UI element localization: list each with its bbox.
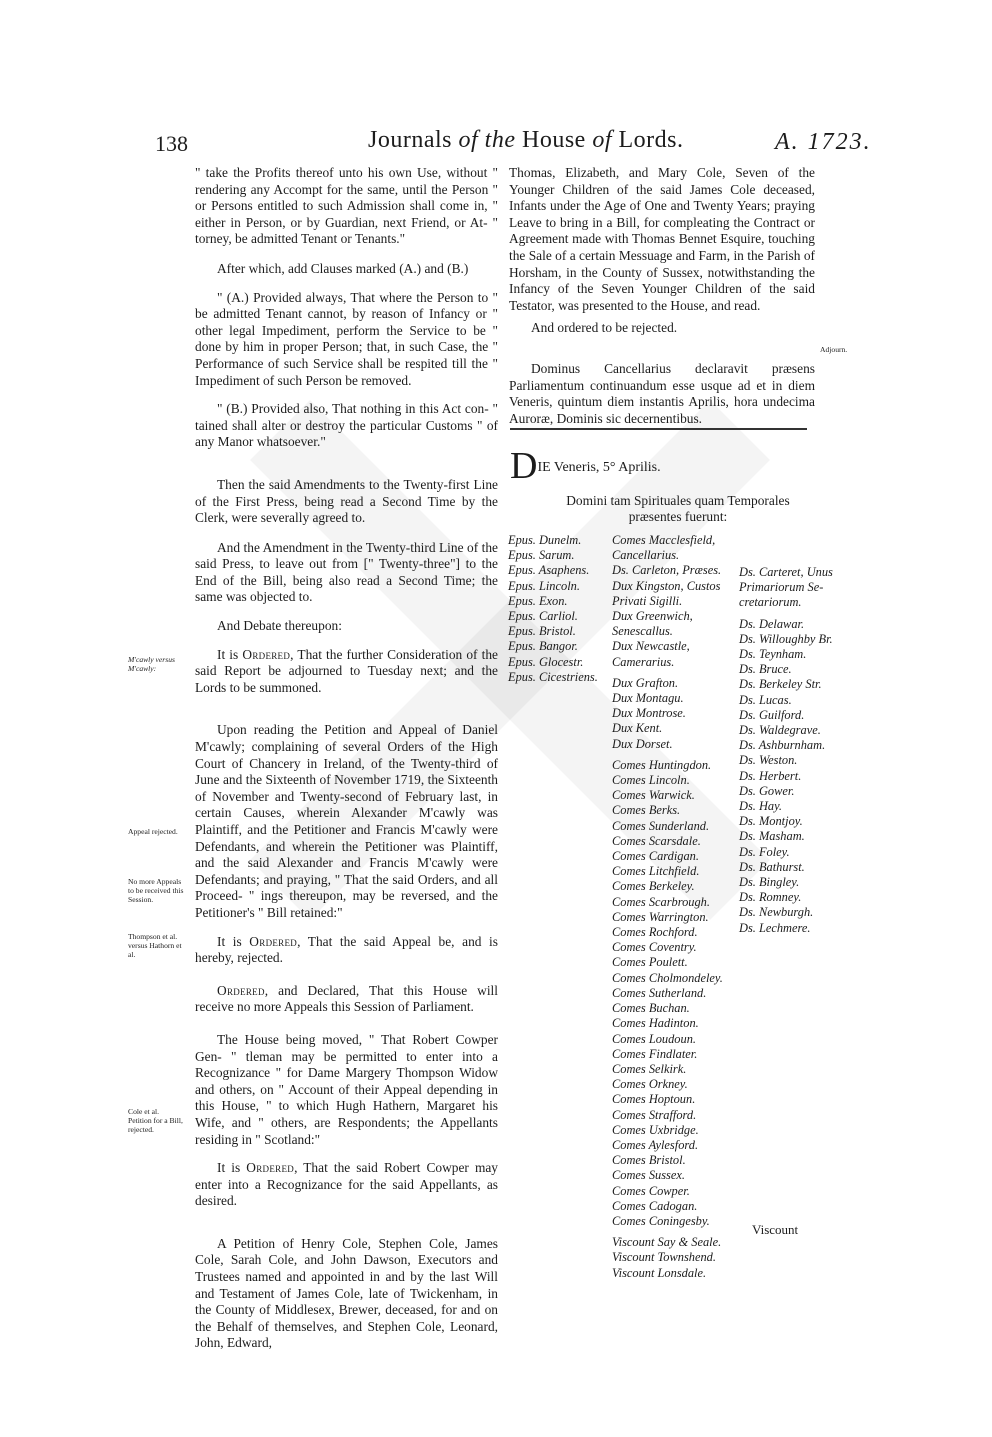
lord-entry: Privati Sigilli. bbox=[612, 593, 683, 608]
lord-entry: Senescallus. bbox=[612, 624, 673, 639]
amendments-agreed: Then the said Amendments to the Twenty-first Line of the First Press, being read a Second Time by the Clerk, were severally agreed to. bbox=[195, 476, 498, 526]
page-year: A. 1723. bbox=[775, 129, 872, 155]
order-prefix: It is bbox=[217, 646, 243, 662]
lord-entry: Comes Strafford. bbox=[612, 1107, 697, 1122]
clause-b: " (B.) Provided also, That nothing in this Act con- " tained shall alter or destroy the particular Customs " of any Manor whatsoever." bbox=[195, 401, 498, 450]
lord-entry: Camerarius. bbox=[612, 654, 675, 669]
lord-entry: Comes Hadinton. bbox=[612, 1016, 699, 1031]
title-word: the bbox=[484, 127, 516, 153]
margin-note-cole: Cole et al. Petition for a Bill, rejected. bbox=[128, 1107, 183, 1134]
title-word: Journals bbox=[368, 127, 452, 153]
lord-entry: Comes Cholmondeley. bbox=[612, 970, 723, 985]
lord-entry: Ds. Ashburnham. bbox=[739, 738, 826, 753]
lord-entry: Epus. Bangor. bbox=[508, 639, 578, 654]
lord-entry: Comes Bristol. bbox=[612, 1153, 686, 1168]
adjournment-latin: Dominus Cancellarius declaravit præsens Parliamentum continuandum esse usque ad et in diem Veneris, quintum diem instantis Aprilis, hora undecima Auroræ, Dominis sic decernentibus. bbox=[509, 360, 815, 426]
title-word: Lords. bbox=[618, 127, 684, 153]
title-word: House bbox=[522, 127, 586, 153]
lord-entry: Comes Huntingdon. bbox=[612, 757, 712, 772]
lord-entry: Comes Poulett. bbox=[612, 955, 688, 970]
order-label: Ordered bbox=[242, 646, 291, 662]
lord-entry: Comes Orkney. bbox=[612, 1077, 688, 1092]
order-cowper bbox=[195, 1160, 498, 1210]
after-which: After which, add Clauses marked (A.) and (B.) bbox=[217, 260, 469, 276]
lord-entry: Epus. Exon. bbox=[508, 593, 568, 608]
lord-entry: Comes Berkeley. bbox=[612, 879, 695, 894]
petition-mcawly: Upon reading the Petition and Appeal of Daniel M'cawly; complaining of several Orders of the High Court of Chancery in Ireland, of the Twenty-third of June and the Sixteenth of November 1719, the Sixteenth of November and Twenty-second of February last, in certain Causes, wherein Alexander M'cawly was Plaintiff, and the Petitioner and Francis M'cawly were Defendants, and wherein the Petitioner was Plaintiff, and the said Alexander and Francis M'cawly were Defendants; and praying, " That the said Orders, and all Proceed- " ings thereupon, may be reversed, and the Petitioner's " Bill retained:" bbox=[195, 722, 498, 920]
lord-entry: Comes Warwick. bbox=[612, 788, 695, 803]
day-heading bbox=[510, 445, 810, 487]
lord-entry: Comes Cadogan. bbox=[612, 1198, 698, 1213]
order-label: Ordered bbox=[217, 982, 265, 998]
debate: And Debate thereupon: bbox=[217, 618, 342, 634]
lord-entry: Ds. Bathurst. bbox=[739, 859, 805, 874]
lord-entry: Epus. Cicestriens. bbox=[508, 669, 598, 684]
order-rejected bbox=[195, 934, 498, 967]
lord-entry: Primariorum Se- bbox=[739, 580, 824, 595]
lord-entry: Epus. Asaphens. bbox=[508, 563, 590, 578]
lord-entry: Comes Loudoun. bbox=[612, 1031, 696, 1046]
order-label: Ordered bbox=[246, 1160, 295, 1176]
bishops-list bbox=[508, 533, 598, 685]
lord-entry: Ds. Foley. bbox=[739, 844, 790, 859]
divider-rule bbox=[510, 428, 807, 430]
page-title bbox=[368, 127, 684, 154]
lord-entry: Ds. Bingley. bbox=[739, 875, 800, 890]
lord-entry: Dux Montrose. bbox=[612, 706, 686, 721]
order-text: , and Declared, That this House will receive no more Appeals this Session of Parliament. bbox=[195, 982, 498, 1015]
barons-list bbox=[739, 565, 833, 936]
lord-entry: Comes Warrington. bbox=[612, 909, 709, 924]
lord-entry: Cancellarius. bbox=[612, 548, 680, 563]
lord-entry: Epus. Glocestr. bbox=[508, 654, 584, 669]
lord-entry: Comes Sunderland. bbox=[612, 818, 710, 833]
order-prefix: It is bbox=[217, 1160, 247, 1176]
lord-entry: Comes Aylesford. bbox=[612, 1137, 699, 1152]
lord-entry: Ds. Lucas. bbox=[739, 692, 792, 707]
lord-entry: Epus. Lincoln. bbox=[508, 578, 580, 593]
margin-note-mcawly: M'cawly versus M'cawly: bbox=[128, 655, 175, 673]
lord-entry: Viscount Lonsdale. bbox=[612, 1265, 707, 1280]
order-text: , That the said Robert Cowper may enter into a Recognizance for the said Appellants, as desired. bbox=[195, 1160, 498, 1209]
earls-list bbox=[612, 533, 723, 1281]
lord-entry: Comes Berks. bbox=[612, 803, 681, 818]
lord-entry: Dux Kingston, Custos bbox=[612, 578, 721, 593]
lord-entry: Comes Scarbrough. bbox=[612, 894, 710, 909]
lord-entry: Ds. Berkeley Str. bbox=[739, 677, 822, 692]
lord-entry: Comes Rochford. bbox=[612, 925, 698, 940]
lord-entry: Ds. Herbert. bbox=[739, 768, 802, 783]
margin-note-no-more-appeals: No more Appeals to be received this Session. bbox=[128, 877, 184, 904]
title-word: of bbox=[458, 127, 479, 153]
title-word: of bbox=[592, 127, 612, 153]
page-number: 138 bbox=[155, 131, 188, 156]
lord-entry: Comes Litchfield. bbox=[612, 864, 700, 879]
petition-cole: A Petition of Henry Cole, Stephen Cole, James Cole, Sarah Cole, and John Dawson, Executors and Trustees named and appointed in and by the last Will and Testament of James Cole, late of Twickenham, in the County of Middlesex, Brewer, deceased, for and on the Behalf of themselves, and Stephen Cole, Leonard, John, Edward, bbox=[195, 1235, 498, 1351]
lord-entry: Comes Hoptoun. bbox=[612, 1092, 696, 1107]
attendance-heading: Domini tam Spirituales quam Temporales præsentes fuerunt: bbox=[566, 493, 790, 524]
lord-entry: Dux Grafton. bbox=[612, 675, 679, 690]
lord-entry: Comes Coventry. bbox=[612, 940, 697, 955]
lord-entry: Comes Lincoln. bbox=[612, 773, 690, 788]
petition-cole-continued: Thomas, Elizabeth, and Mary Cole, Seven of the Younger Children of the said James Cole deceased, Infants under the Age of One and Twenty Years; praying Leave to bring in a Bill, for compleating the Contract or Agreement made with Thomas Bennet Esquire, touching the Sale of a certain Messuage and Farm, in the Parish of Horsham, in the County of Sussex, notwithstanding the Infancy of the Seven Younger Children of the said Testator, was presented to the House, and read. bbox=[509, 165, 815, 313]
clause-a: " (A.) Provided always, That where the Person to " be admitted Tenant cannot, by reason of Infancy or " other legal Impediment, perform the Service to be " done by him in proper Person; that, in such Case, the " Performance of such Service shall be respited till the " Impediment of such Person be removed. bbox=[195, 289, 498, 388]
lord-entry: cretariorum. bbox=[739, 595, 802, 610]
order-adjourn bbox=[195, 647, 498, 697]
lord-entry: Viscount Say & Seale. bbox=[612, 1235, 722, 1250]
lord-entry: Ds. Carleton, Præses. bbox=[612, 563, 722, 578]
margin-note-adjourn: Adjourn. bbox=[820, 345, 848, 354]
order-label: Ordered bbox=[249, 933, 298, 949]
lord-entry: Ds. Guilford. bbox=[739, 707, 805, 722]
drop-cap: D bbox=[510, 445, 538, 487]
lord-entry: Viscount Townshend. bbox=[612, 1250, 716, 1265]
ordered-rejected: And ordered to be rejected. bbox=[531, 320, 678, 336]
lord-entry: Ds. Waldegrave. bbox=[739, 723, 821, 738]
lord-entry: Comes Cowper. bbox=[612, 1183, 690, 1198]
lord-entry: Ds. Lechmere. bbox=[739, 920, 811, 935]
lord-entry: Ds. Delawar. bbox=[739, 616, 805, 631]
lord-entry: Epus. Dunelm. bbox=[508, 533, 582, 547]
lord-entry: Comes Sussex. bbox=[612, 1168, 685, 1183]
lord-entry: Comes Macclesfield, bbox=[612, 533, 716, 547]
lord-entry: Comes Coningesby. bbox=[612, 1213, 710, 1228]
lord-entry: Dux Newcastle, bbox=[612, 639, 690, 654]
lord-entry: Dux Greenwich, bbox=[612, 609, 693, 624]
lord-entry: Ds. Masham. bbox=[739, 829, 805, 844]
clause-end: " take the Profits thereof unto his own Use, without " rendering any Accompt for the same, until the Person " or Persons entitled to such Admission shall come in, " either in Person, or by Guardian, next Friend, or At- " torney, be admitted Tenant or Tenants." bbox=[195, 165, 498, 247]
lord-entry: Ds. Weston. bbox=[739, 753, 798, 768]
amendment-objected: And the Amendment in the Twenty-third Line of the said Press, to leave out from [" Twenty-three"] to the End of the Bill, being also read a Second Time; the same was objected to. bbox=[195, 539, 498, 605]
day-heading-text: IE Veneris, 5° Aprilis. bbox=[537, 460, 661, 475]
left-column bbox=[195, 165, 498, 1361]
lord-entry: Comes Cardigan. bbox=[612, 849, 699, 864]
order-no-more-appeals bbox=[195, 983, 498, 1016]
margin-note-thompson: Thompson et al. versus Hathorn et al. bbox=[128, 932, 182, 959]
lord-entry: Epus. Bristol. bbox=[508, 624, 576, 639]
lord-entry: Comes Buchan. bbox=[612, 1001, 690, 1016]
lord-entry: Ds. Teynham. bbox=[739, 647, 807, 662]
house-moved: The House being moved, " That Robert Cowper Gen- " tleman may be permitted to enter into a Recognizance " for Dame Margery Thompson Widow and others, on " Account of their Appeal depending in this House, " to which Hugh Hathern, Margaret his Wife, and " others, are Respondents; the Appellants residing in " Scotland:" bbox=[195, 1031, 498, 1147]
lord-entry: Ds. Newburgh. bbox=[739, 905, 814, 920]
lord-entry: Ds. Romney. bbox=[739, 890, 802, 905]
lord-entry: Ds. Gower. bbox=[739, 783, 795, 798]
lord-entry: Dux Dorset. bbox=[612, 736, 673, 751]
lord-entry: Dux Kent. bbox=[612, 721, 663, 736]
lord-entry: Comes Findlater. bbox=[612, 1046, 698, 1061]
catchword: Viscount bbox=[752, 1222, 799, 1237]
order-text: , That the said Appeal be, and is hereby, rejected. bbox=[195, 933, 498, 966]
order-prefix: It is bbox=[217, 933, 250, 949]
lord-entry: Comes Selkirk. bbox=[612, 1061, 687, 1076]
lord-entry: Epus. Carliol. bbox=[508, 609, 578, 624]
lord-entry: Comes Uxbridge. bbox=[612, 1122, 699, 1137]
margin-note-appeal-rejected: Appeal rejected. bbox=[128, 827, 178, 836]
lord-entry: Ds. Hay. bbox=[739, 799, 783, 814]
lord-entry: Epus. Sarum. bbox=[508, 548, 575, 563]
lord-entry: Ds. Bruce. bbox=[739, 662, 792, 677]
lord-entry: Comes Scarsdale. bbox=[612, 833, 701, 848]
order-text: , That the further Consideration of the said Report be adjourned to Tuesday next; and the Lords to be summoned. bbox=[195, 646, 498, 695]
right-column bbox=[509, 165, 815, 436]
lord-entry: Ds. Montjoy. bbox=[739, 814, 803, 829]
lord-entry: Ds. Carteret, Unus bbox=[739, 565, 833, 579]
lord-entry: Comes Sutherland. bbox=[612, 985, 707, 1000]
lord-entry: Dux Montagu. bbox=[612, 691, 684, 706]
lord-entry: Ds. Willoughby Br. bbox=[739, 631, 833, 646]
